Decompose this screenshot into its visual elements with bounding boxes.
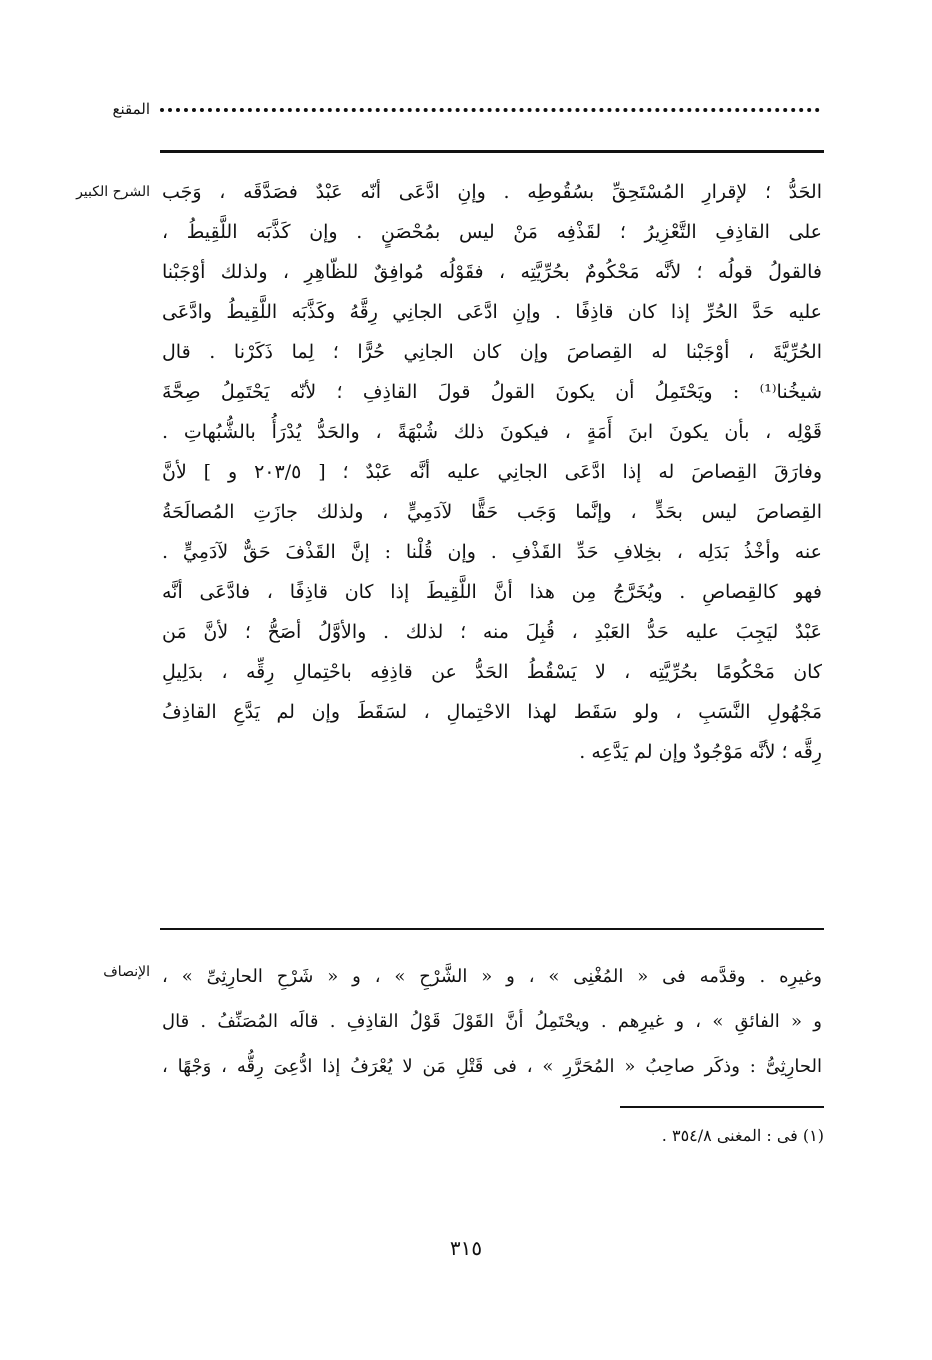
sharh-text-block xyxy=(162,172,822,772)
text-line: قَوْلِه ، بأن يكونَ ابنَ أَمَةٍ ، فيكونَ ذلك شُبْهَةً ، والحَدُّ يُدْرَأُ بالشُّبُهاتِ . xyxy=(162,421,822,443)
text-line: وغيرِه . وقدَّمه فى « المُغْنِى » ، و « الشَّرْحِ » ، و « شَرْحِ الحارِثِىِّ » ، xyxy=(162,966,822,987)
text-line: فهو كالقِصاصِ . ويُخَرَّجُ مِن هذا أنَّ اللَّقِيطَ إذا كان قاذِفًا ، فادَّعَى أنَّه xyxy=(162,581,822,603)
text-line: شيخُنا⁽¹⁾ : ويَحْتَمِلُ أن يكونَ القولُ قولَ القاذِفِ ؛ لأنّه يَحْتَمِلُ صِحَّةَ xyxy=(162,381,822,403)
text-line: عنه وأخْذُ بَدَلِه ، بخِلافِ حَدِّ القَذْفِ . وإن قُلْنا : إنَّ القَذْفَ حَقٌّ لآدَمِيٍّ . xyxy=(162,541,822,563)
text-line: و « الفائقِ » ، و غيرِهم . ويحْتَمِلُ أنَّ القَوْلَ قَوْلُ القاذِفِ . قالَه المُصَنِّفُ . قال xyxy=(162,1011,822,1032)
footnote-rule xyxy=(620,1106,824,1108)
text-line: الحُرِّيَّةَ ، أوْجَبْنا له القِصاصَ وإن كان الجانِي حُرًّا ؛ لِما ذَكَرْنا . قال xyxy=(162,341,822,363)
text-line: مَجْهُولِ النَّسَبِ ، ولو سَقَط لهذا الاحْتِمالِ ، لسَقَطَ وإن لم يَدَّعِ القاذِفُ xyxy=(162,701,822,723)
header-dotted-leader xyxy=(160,108,820,112)
text-line: القِصاصَ ليس بحَدٍّ ، وإنَّما وَجَب حَقًّا لآدَمِيٍّ ، ولذلك جازَتِ المُصالَحَةُ xyxy=(162,501,822,523)
section-label-sharh: الشرح الكبير xyxy=(76,184,150,200)
running-title: المقنع xyxy=(112,100,150,118)
insaf-text-block xyxy=(162,954,822,1089)
text-line: رِقَّه ؛ لأنَّه مَوْجُودٌ وإن لم يَدَّعِه . xyxy=(579,741,822,763)
footnote: (١) فى : المغنى ٣٥٤/٨ . xyxy=(661,1126,824,1145)
text-line: فالقولُ قولُه ؛ لأنَّه مَحْكُومٌ بحُرِّيَّتِه ، فقَوْلُه مُوافِقٌ للظّاهِرِ ، ولذلك أوْجَبْنا xyxy=(162,261,822,283)
text-line: عليه حَدَّ الحُرِّ إذا كان قاذِفًا . وإنِ ادَّعَى الجانِي رِقَّهُ وكَذَّبَه اللَّقِيطُ وادَّعَى xyxy=(162,301,822,323)
header-rule xyxy=(160,150,824,153)
text-line: كان مَحْكُومًا بحُرِّيَّتِه ، لا يَسْقُطُ الحَدُّ عن قاذِفِه باحْتِمالِ رِقِّه ، بدَلِيلِ xyxy=(162,661,822,683)
section-divider xyxy=(160,928,824,930)
text-line: الحَدُّ ؛ لإقرارِ المُسْتَحِقِّ بسُقُوطِه . وإنِ ادَّعَى أنّه عَبْدٌ فصَدَّقَه ، وَجَب xyxy=(162,181,822,203)
text-line: عَبْدٌ ليَجِبَ عليه حَدُّ العَبْدِ ، قُبِلَ منه ؛ لذلك . والأوَّلُ أصَحُّ ؛ لأنَّ مَن xyxy=(162,621,822,643)
text-line: على القاذِفِ التَّعْزِيرُ ؛ لقَذْفِه مَنْ ليس بمُحْصَنٍ . وإن كَذَّبَه اللَّقِيطُ ، xyxy=(162,221,822,243)
section-label-insaf: الإنصاف xyxy=(103,964,150,980)
text-line: وفارَقَ القِصاصَ له إذا ادَّعَى الجانِي عليه أنَّه عَبْدٌ ؛ [ ٢٠٣/٥ و ] لأنَّ xyxy=(162,461,822,483)
text-line: الحارِثِىُّ : وذكَر صاحِبُ « المُحَرَّرِ » ، فى قَتْلِ مَن لا يُعْرَفُ إذا ادُّعِىَ رِقُّه ، وَجْهًا ، xyxy=(162,1056,822,1077)
page-number: ٣١٥ xyxy=(449,1236,483,1260)
